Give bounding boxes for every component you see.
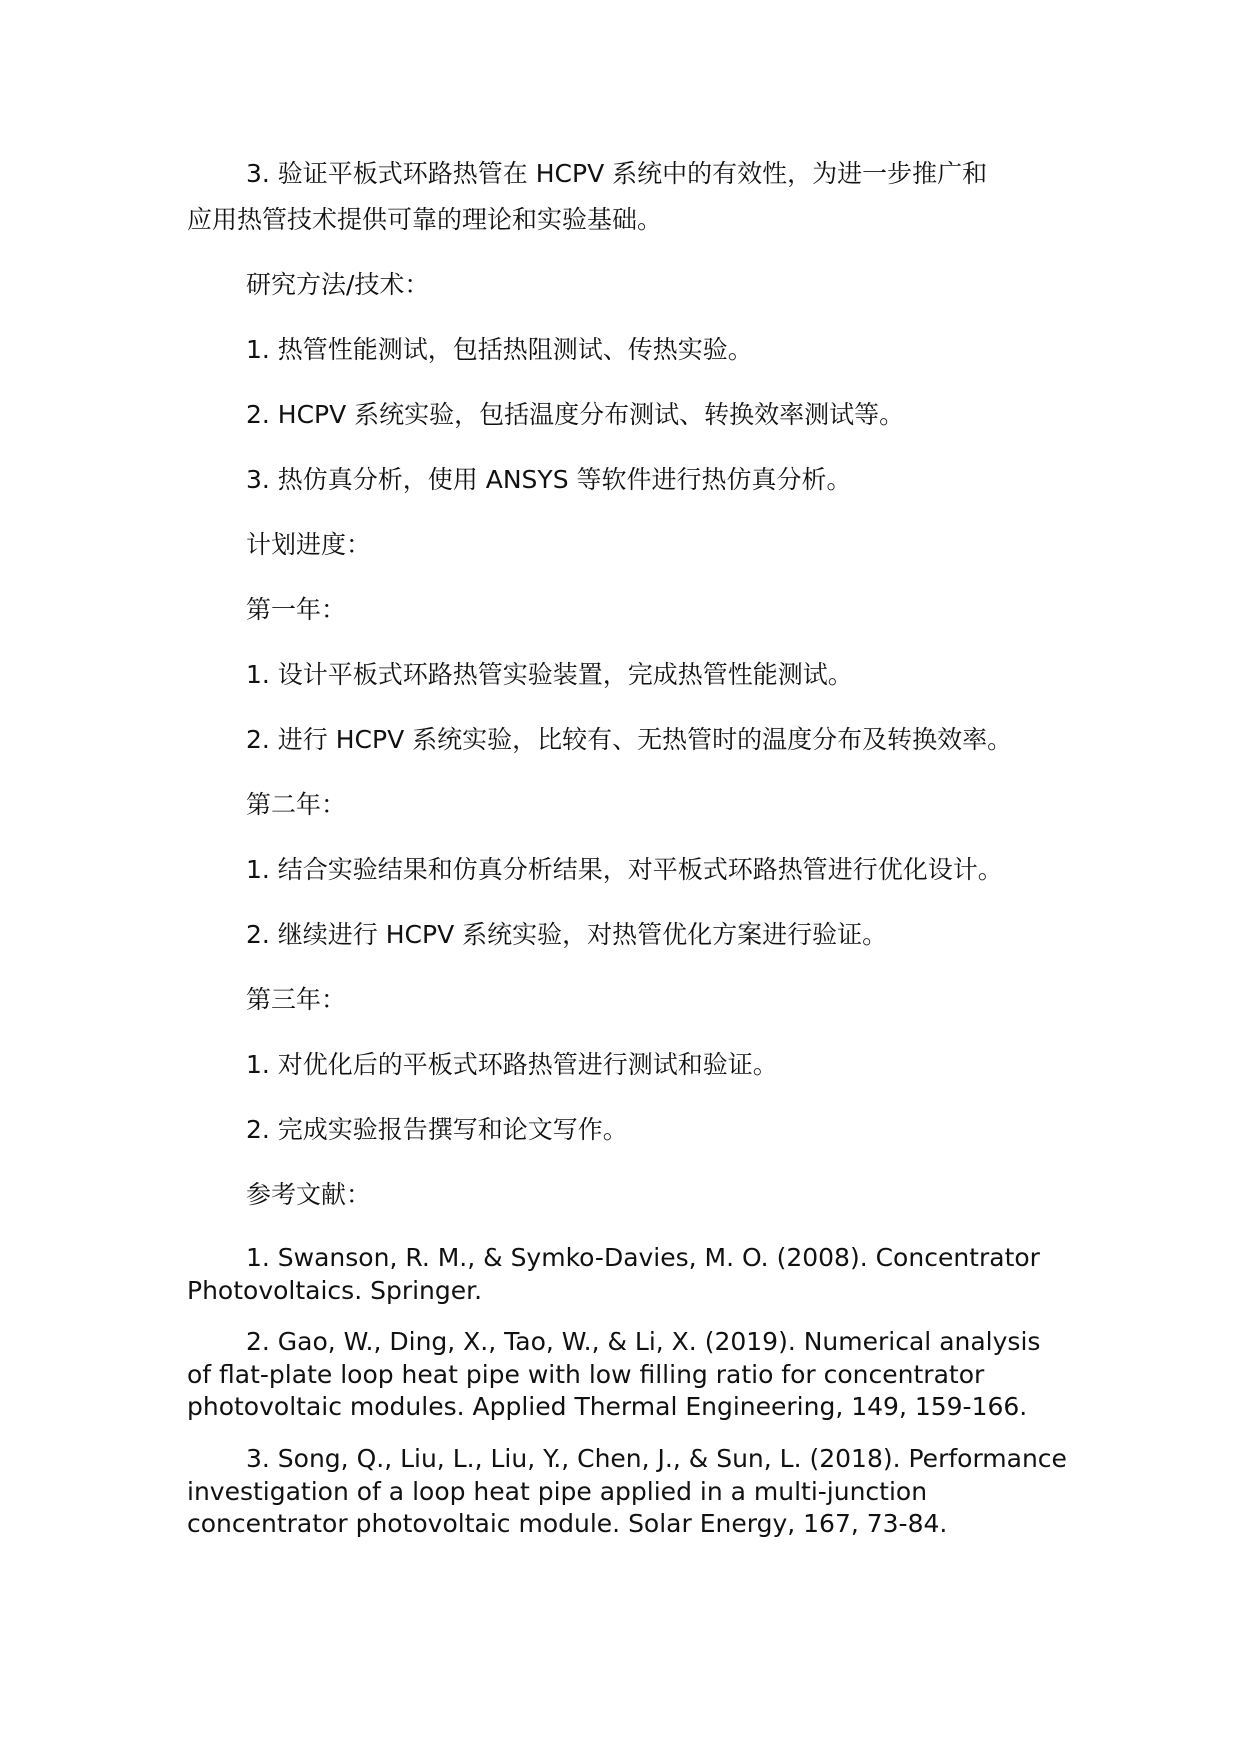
method-item-3: 3. 热仿真分析，使用 ANSYS 等软件进行热仿真分析。 <box>246 465 852 494</box>
year-1-item-2: 2. 进行 HCPV 系统实验，比较有、无热管时的温度分布及转换效率。 <box>246 725 1013 754</box>
method-item-1: 1. 热管性能测试，包括热阻测试、传热实验。 <box>246 335 753 364</box>
reference-item-3: 3. Song, Q., Liu, L., Liu, Y., Chen, J., & Sun, L. (2018). Performance investigation of a loop heat pipe applied in a multi-junction concentrator photovoltaic module. Solar Energy, 167, 73-84. <box>187 1444 1067 1538</box>
section-heading-schedule: 计划进度： <box>246 530 372 559</box>
year-1-heading: 第一年： <box>246 595 347 624</box>
method-item-2: 2. HCPV 系统实验，包括温度分布测试、转换效率测试等。 <box>246 400 905 429</box>
section-heading-methods: 研究方法/技术： <box>246 270 430 299</box>
paragraph-objective-3-line-1: 3. 验证平板式环路热管在 HCPV 系统中的有效性，为进一步推广和 <box>246 159 988 188</box>
paragraph-objective-3-line-2: 应用热管技术提供可靠的理论和实验基础。 <box>187 205 663 234</box>
year-3-item-2: 2. 完成实验报告撰写和论文写作。 <box>246 1115 628 1144</box>
year-2-item-1: 1. 结合实验结果和仿真分析结果，对平板式环路热管进行优化设计。 <box>246 855 1003 884</box>
year-2-heading: 第二年： <box>246 790 347 819</box>
reference-item-1: 1. Swanson, R. M., & Symko-Davies, M. O. (2008). Concentrator Photovoltaics. Springer. <box>187 1243 1040 1305</box>
year-3-heading: 第三年： <box>246 985 347 1014</box>
year-1-item-1: 1. 设计平板式环路热管实验装置，完成热管性能测试。 <box>246 660 853 689</box>
year-2-item-2: 2. 继续进行 HCPV 系统实验，对热管优化方案进行验证。 <box>246 920 888 949</box>
section-heading-references: 参考文献： <box>246 1180 372 1209</box>
reference-item-2: 2. Gao, W., Ding, X., Tao, W., & Li, X. (2019). Numerical analysis of flat-plate loop heat pipe with low filling ratio for concentrator photovoltaic modules. Applied Thermal Engineering, 149, 159-166. <box>187 1327 1041 1421</box>
year-3-item-1: 1. 对优化后的平板式环路热管进行测试和验证。 <box>246 1050 778 1079</box>
